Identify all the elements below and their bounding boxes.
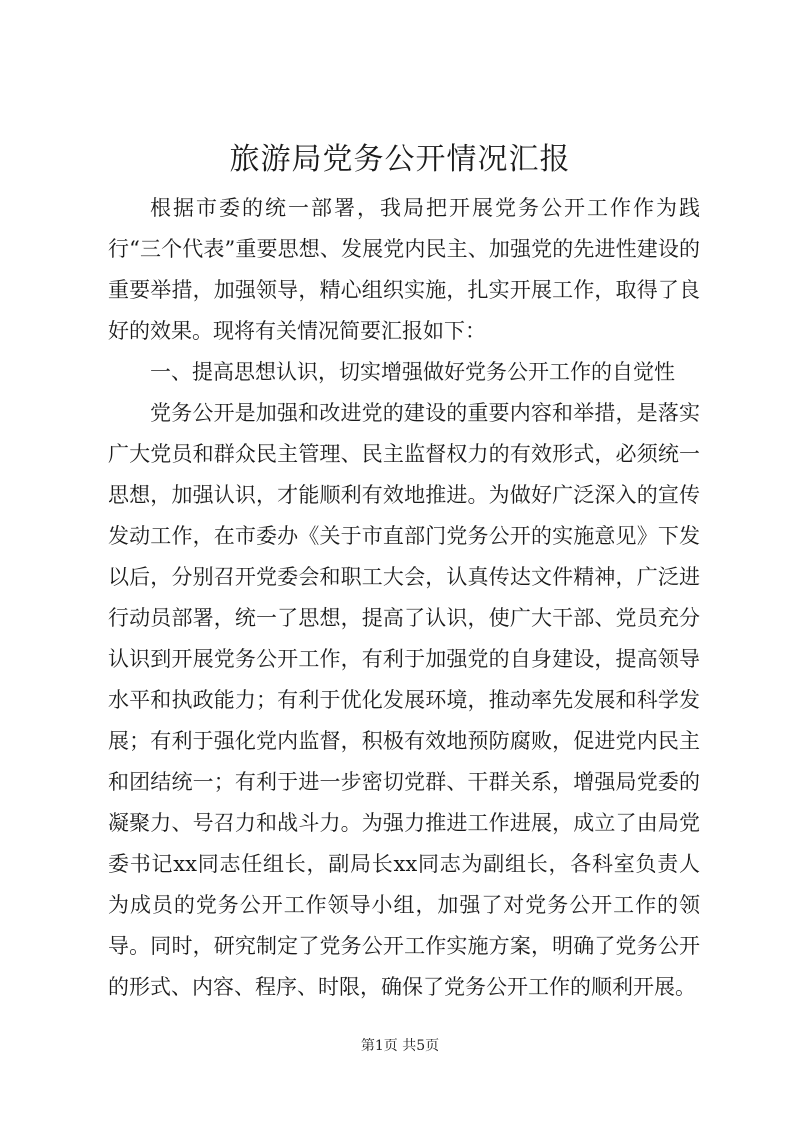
section-1-paragraph: 党务公开是加强和改进党的建设的重要内容和举措，是落实广大党员和群众民主管理、民主监督权力的有效形式，必须统一思想，加强认识，才能顺利有效地推进。为做好广泛深入的宣传发动工作，在市委办《关于市直部门党务公开的实施意见》下发以后，分别召开党委会和职工大会，认真传达文件精神，广泛进行动员部署，统一了思想，提高了认识，使广大干部、党员充分认识到开展党务公开工作，有利于加强党的自身建设，提高领导水平和执政能力；有利于优化发展环境，推动率先发展和科学发展；有利于强化党内监督，积极有效地预防腐败，促进党内民主和团结统一；有利于进一步密切党群、干群关系，增强局党委的凝聚力、号召力和战斗力。为强力推进工作进展，成立了由局党委书记xx同志任组长，副局长xx同志为副组长，各科室负责人为成员的党务公开工作领导小组，加强了对党务公开工作的领导。同时，研究制定了党务公开工作实施方案，明确了党务公开的形式、内容、程序、时限，确保了党务公开工作的顺利开展。 — [108, 401, 700, 999]
section-heading-1: 一、提高思想认识，切实增强做好党务公开工作的自觉性 — [150, 360, 675, 384]
document-body — [108, 188, 700, 1008]
page-footer: 第1页 共5页 — [360, 1038, 440, 1054]
intro-paragraph: 根据市委的统一部署，我局把开展党务公开工作作为践行“三个代表”重要思想、发展党内民主、加强党的先进性建设的重要举措，加强领导，精心组织实施，扎实开展工作，取得了良好的效果。现将有关情况简要汇报如下： — [108, 196, 700, 343]
document-title: 旅游局党务公开情况汇报 — [229, 142, 571, 177]
